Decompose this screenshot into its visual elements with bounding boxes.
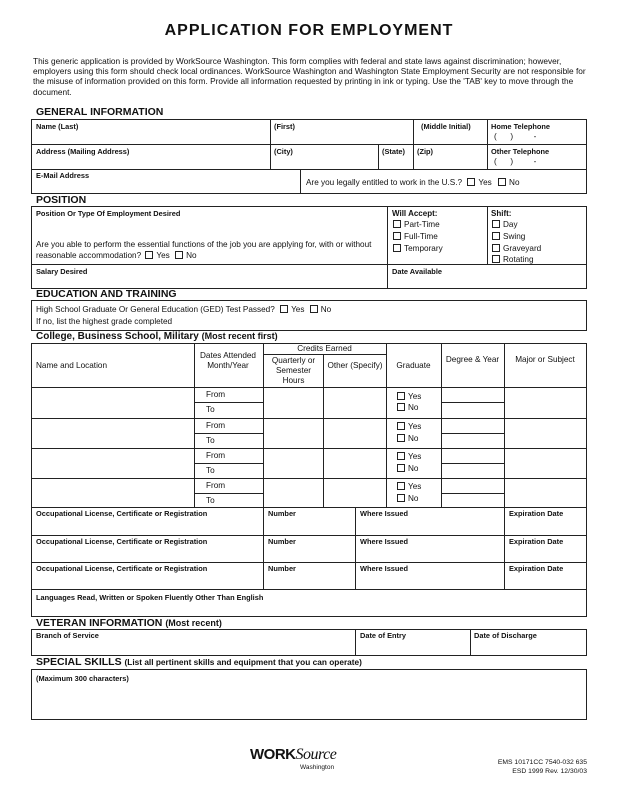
name-first-label: (First) [274, 122, 295, 131]
col-credits-earned: Credits Earned [297, 344, 352, 353]
skills-max-label: (Maximum 300 characters) [36, 674, 129, 683]
row4-no-label: No [408, 494, 419, 503]
part-time-checkbox[interactable] [393, 220, 401, 228]
row3-no-label: No [408, 464, 419, 473]
veteran-most-recent: (Most recent) [165, 618, 222, 628]
page-title: APPLICATION FOR EMPLOYMENT [164, 22, 454, 39]
license1-where-label: Where Issued [360, 509, 409, 518]
row2-graduate-yes[interactable] [397, 422, 421, 431]
license3-label: Occupational License, Certificate or Registration [36, 564, 208, 573]
position-desired-label: Position Or Type Of Employment Desired [36, 209, 181, 218]
col-quarterly-hours: Quarterly or Semester Hours [271, 356, 316, 385]
col-other-specify: Other (Specify) [327, 361, 383, 370]
license2-number-label: Number [268, 537, 296, 546]
hs-yes-label: Yes [291, 305, 305, 314]
row4-yes-checkbox[interactable] [397, 482, 405, 490]
skills-sub: (List all pertinent skills and equipment that you can operate) [124, 657, 362, 667]
license2-label: Occupational License, Certificate or Registration [36, 537, 208, 546]
row1-no-checkbox[interactable] [397, 403, 405, 411]
license1-number-label: Number [268, 509, 296, 518]
other-telephone-label: Other Telephone [491, 147, 550, 156]
row4-yes-label: Yes [408, 482, 422, 491]
shift-day[interactable] [492, 220, 518, 229]
row4-to-label: To [206, 496, 215, 505]
email-label: E-Mail Address [36, 171, 90, 180]
license2-expiration-label: Expiration Date [509, 537, 564, 546]
salary-desired-label: Salary Desired [36, 267, 88, 276]
languages-label: Languages Read, Written or Spoken Fluently Other Than English [36, 593, 264, 602]
other-telephone-field[interactable]: ( ) - [494, 157, 537, 166]
row1-from-label: From [206, 390, 226, 399]
legal-no-checkbox[interactable] [498, 178, 506, 186]
name-last-label: Name (Last) [36, 122, 79, 131]
row2-graduate-no[interactable] [397, 434, 418, 443]
license3-expiration-label: Expiration Date [509, 564, 564, 573]
row1-yes-checkbox[interactable] [397, 392, 405, 400]
row3-graduate-no[interactable] [397, 464, 418, 473]
col-degree-year: Degree & Year [445, 355, 500, 364]
veteran-heading [36, 617, 222, 629]
education-heading: EDUCATION AND TRAINING [36, 288, 177, 300]
row4-from-label: From [206, 481, 226, 490]
hs-no-checkbox[interactable] [310, 305, 318, 313]
row3-no-checkbox[interactable] [397, 464, 405, 472]
middle-initial-label: (Middle Initial) [421, 122, 471, 131]
legal-no-label: No [509, 178, 520, 187]
temporary-label: Temporary [404, 244, 443, 253]
functions-no-label: No [186, 251, 197, 260]
college-most-recent: (Most recent first) [201, 331, 278, 341]
shift-graveyard[interactable] [492, 244, 541, 253]
accept-part-time[interactable] [393, 220, 440, 229]
college-heading-text: College, Business School, Military [36, 331, 199, 342]
shift-swing[interactable] [492, 232, 525, 241]
col-name-location: Name and Location [36, 361, 108, 370]
row1-to-label: To [206, 405, 215, 414]
general-information-heading: GENERAL INFORMATION [36, 106, 164, 118]
rotating-checkbox[interactable] [492, 255, 500, 263]
col-dates-attended: Dates Attended Month/Year [200, 351, 256, 370]
temporary-checkbox[interactable] [393, 244, 401, 252]
full-time-label: Full-Time [404, 232, 438, 241]
state-label: (State) [382, 147, 405, 156]
legal-yes-checkbox[interactable] [467, 178, 475, 186]
row1-graduate-no[interactable] [397, 403, 418, 412]
home-telephone-field[interactable]: ( ) - [494, 132, 537, 141]
license2-where-label: Where Issued [360, 537, 409, 546]
zip-label: (Zip) [417, 147, 434, 156]
col-major-subject: Major or Subject [515, 355, 575, 364]
row4-graduate-yes[interactable] [397, 482, 421, 491]
license3-number-label: Number [268, 564, 296, 573]
row2-yes-label: Yes [408, 422, 422, 431]
date-entry-label: Date of Entry [360, 631, 406, 640]
skills-heading-text: SPECIAL SKILLS [36, 656, 122, 668]
row3-to-label: To [206, 466, 215, 475]
functions-text: Are you able to perform the essential functions of the job you are applying for, with or without reasonable accommodation? [36, 240, 372, 260]
home-telephone-label: Home Telephone [491, 122, 550, 131]
graveyard-label: Graveyard [503, 244, 542, 253]
accept-temporary[interactable] [393, 244, 443, 253]
row1-no-label: No [408, 403, 419, 412]
branch-label: Branch of Service [36, 631, 99, 640]
swing-checkbox[interactable] [492, 232, 500, 240]
shift-rotating[interactable] [492, 255, 534, 264]
form-code-line2: ESD 1999 Rev. 12/30/03 [512, 767, 587, 775]
functions-yes-checkbox[interactable] [145, 251, 153, 259]
row3-graduate-yes[interactable] [397, 452, 421, 461]
skills-heading [36, 656, 362, 668]
address-label: Address (Mailing Address) [36, 147, 130, 156]
will-accept-label: Will Accept: [392, 209, 438, 218]
hs-no-label: No [320, 305, 332, 314]
row2-no-checkbox[interactable] [397, 434, 405, 442]
full-time-checkbox[interactable] [393, 232, 401, 240]
row2-no-label: No [408, 434, 419, 443]
form-code [482, 759, 587, 776]
part-time-label: Part-Time [404, 220, 440, 229]
legal-yes-label: Yes [478, 178, 492, 187]
row1-yes-label: Yes [408, 392, 422, 401]
row3-from-label: From [206, 451, 226, 460]
license3-where-label: Where Issued [360, 564, 409, 573]
rotating-label: Rotating [503, 255, 534, 264]
day-label: Day [503, 220, 518, 229]
row3-yes-checkbox[interactable] [397, 452, 405, 460]
license1-expiration-label: Expiration Date [509, 509, 564, 518]
accept-full-time[interactable] [393, 232, 438, 241]
graveyard-checkbox[interactable] [492, 244, 500, 252]
shift-label: Shift: [491, 209, 512, 218]
row4-graduate-no[interactable] [397, 494, 418, 503]
hs-yes-checkbox[interactable] [280, 305, 288, 313]
row2-from-label: From [206, 421, 226, 430]
swing-label: Swing [503, 232, 526, 241]
college-heading [36, 331, 278, 342]
logo-subtitle: Washington [300, 764, 335, 771]
hs-if-no-text: If no, list the highest grade completed [36, 317, 173, 326]
intro-paragraph: This generic application is provided by WorkSource Washington. This form complies with federal and state laws against discrimination; however, employers using this form should check local ordinances. WorkSource Washington and Washington State Employment Security are not responsible for the misuse of information provided on this form. Provide all information requested by printing in ink or typing. Use the 'TAB' key to move through the document. [33, 56, 586, 97]
row2-yes-checkbox[interactable] [397, 422, 405, 430]
col-graduate: Graduate [396, 361, 431, 370]
row3-yes-label: Yes [408, 452, 422, 461]
hs-question-text: High School Graduate Or General Education (GED) Test Passed? [36, 305, 275, 314]
date-available-label: Date Available [392, 267, 442, 276]
hs-graduate-question [36, 305, 331, 314]
form-code-line1: EMS 10171CC 7540-032 635 [497, 759, 587, 766]
essential-functions-question [36, 239, 386, 261]
day-checkbox[interactable] [492, 220, 500, 228]
functions-no-checkbox[interactable] [175, 251, 183, 259]
legal-work-question [306, 178, 520, 187]
functions-yes-label: Yes [156, 251, 170, 260]
row1-graduate-yes[interactable] [397, 392, 421, 401]
row2-to-label: To [206, 436, 215, 445]
position-heading: POSITION [36, 194, 87, 206]
veteran-heading-text: VETERAN INFORMATION [36, 617, 163, 629]
worksource-logo [250, 746, 336, 764]
logo-source: Source [295, 746, 337, 763]
row4-no-checkbox[interactable] [397, 494, 405, 502]
date-discharge-label: Date of Discharge [474, 631, 537, 640]
city-label: (City) [274, 147, 293, 156]
legal-work-text: Are you legally entitled to work in the U.S.? [306, 178, 463, 187]
logo-work: WORK [250, 746, 296, 763]
license1-label: Occupational License, Certificate or Registration [36, 509, 208, 518]
